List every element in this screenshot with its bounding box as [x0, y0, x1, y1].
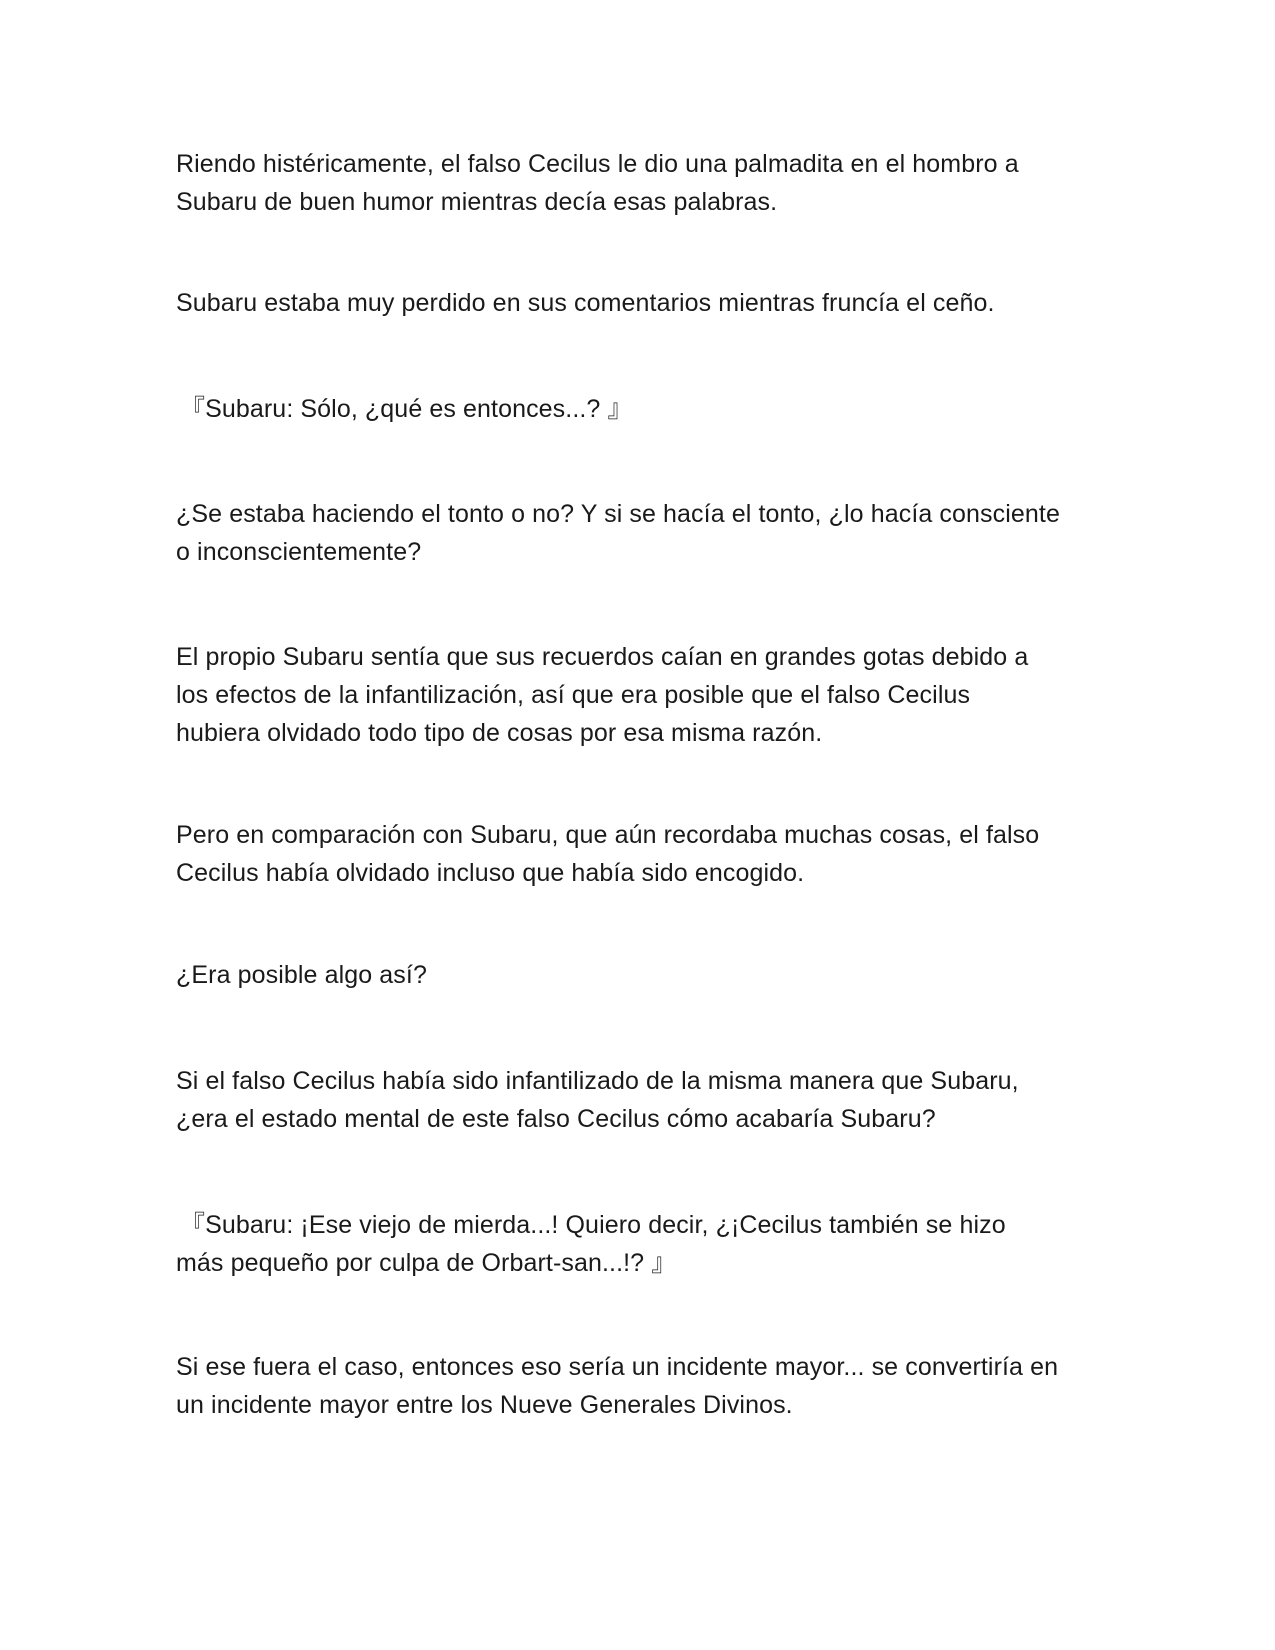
text-line: Cecilus había olvidado incluso que había sido encogido. [176, 859, 805, 887]
text-line: o inconscientemente? [176, 538, 422, 566]
paragraph-10 [176, 1348, 1096, 1424]
text-line: un incidente mayor entre los Nueve Generales Divinos. [176, 1391, 793, 1419]
text-line: El propio Subaru sentía que sus recuerdos caían en grandes gotas debido a [176, 643, 1029, 671]
text-line: 『Subaru: Sólo, ¿qué es entonces...? 』 [180, 395, 633, 423]
text-line: ¿era el estado mental de este falso Cecilus cómo acabaría Subaru? [176, 1105, 936, 1133]
text-line: Riendo histéricamente, el falso Cecilus le dio una palmadita en el hombro a [176, 150, 1019, 178]
text-line: Si ese fuera el caso, entonces eso sería un incidente mayor... se convertiría en [176, 1353, 1059, 1381]
paragraph-8 [176, 1062, 1096, 1138]
text-line: Pero en comparación con Subaru, que aún recordaba muchas cosas, el falso [176, 821, 1040, 849]
text-line: ¿Se estaba haciendo el tonto o no? Y si se hacía el tonto, ¿lo hacía consciente [176, 500, 1060, 528]
paragraph-2 [176, 284, 1096, 322]
text-line: Subaru de buen humor mientras decía esas palabras. [176, 188, 778, 216]
paragraph-6 [176, 816, 1096, 892]
paragraph-1 [176, 145, 1096, 221]
paragraph-4 [176, 495, 1096, 571]
text-line: Subaru estaba muy perdido en sus comentarios mientras fruncía el ceño. [176, 289, 995, 317]
dialogue-line-2 [176, 1206, 1096, 1282]
text-line: Si el falso Cecilus había sido infantilizado de la misma manera que Subaru, [176, 1067, 1019, 1095]
text-line: más pequeño por culpa de Orbart-san...!? 』 [176, 1249, 677, 1277]
text-line: 『Subaru: ¡Ese viejo de mierda...! Quiero decir, ¿¡Cecilus también se hizo [180, 1211, 1006, 1239]
text-line: ¿Era posible algo así? [176, 961, 427, 989]
text-line: los efectos de la infantilización, así que era posible que el falso Cecilus [176, 681, 971, 709]
text-line: hubiera olvidado todo tipo de cosas por esa misma razón. [176, 719, 823, 747]
paragraph-7 [176, 956, 1096, 994]
paragraph-5 [176, 638, 1096, 752]
dialogue-line-1 [180, 390, 1100, 428]
